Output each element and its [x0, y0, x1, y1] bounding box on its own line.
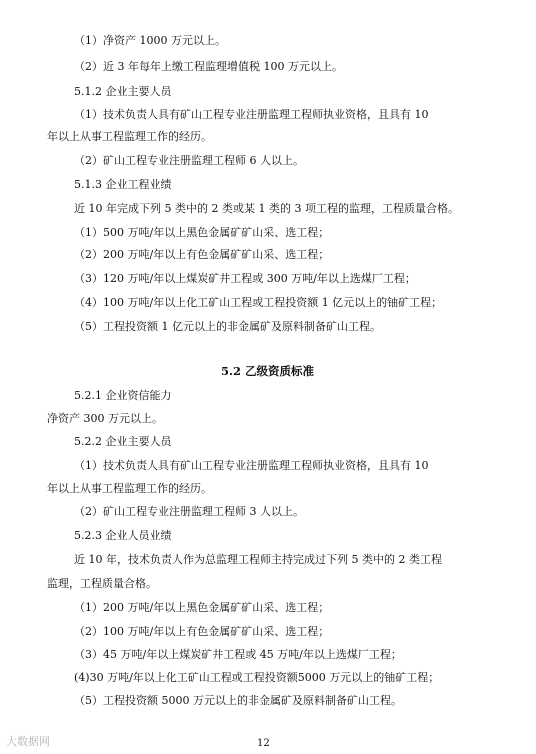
performance-intro: 近 10 年完成下列 5 类中的 2 类或某 1 类的 3 项工程的监理，工程质量合格。 — [74, 202, 459, 215]
b-personnel-1-line-1: （1）技术负责人具有矿山工程专业注册监理工程师执业资格，且具有 10 — [74, 459, 429, 472]
performance-item-4: （4）100 万吨/年以上化工矿山工程或工程投资额 1 亿元以上的铀矿工程； — [74, 296, 443, 309]
b-personnel-2: （2）矿山工程专业注册监理工程师 3 人以上。 — [74, 505, 304, 518]
personnel-2: （2）矿山工程专业注册监理工程师 6 人以上。 — [74, 154, 304, 167]
b-performance-item-5: （5）工程投资额 5000 万元以上的非金属矿及原料制备矿山工程。 — [74, 694, 402, 707]
b-performance-item-4: (4)30 万吨/年以上化工矿山工程或工程投资额5000 万元以上的铀矿工程； — [74, 671, 440, 684]
performance-item-2: （2）200 万吨/年以上有色金属矿矿山采、选工程； — [74, 248, 330, 261]
watermark: 大数据网 — [6, 735, 50, 748]
performance-item-5: （5）工程投资额 1 亿元以上的非金属矿及原料制备矿山工程。 — [74, 320, 381, 333]
b-performance-item-2: （2）100 万吨/年以上有色金属矿矿山采、选工程； — [74, 625, 330, 638]
performance-item-3: （3）120 万吨/年以上煤炭矿井工程或 300 万吨/年以上选煤厂工程； — [74, 272, 416, 285]
net-assets-300: 净资产 300 万元以上。 — [47, 412, 163, 425]
personnel-1-line-2: 年以上从事工程监理工作的经历。 — [47, 130, 212, 143]
section-5-1-2-heading: 5.1.2 企业主要人员 — [74, 85, 172, 98]
b-personnel-1-line-2: 年以上从事工程监理工作的经历。 — [47, 482, 212, 495]
section-5-2-3-heading: 5.2.3 企业人员业绩 — [74, 529, 172, 542]
section-5-2-1-heading: 5.2.1 企业资信能力 — [74, 389, 172, 402]
personnel-1-line-1: （1）技术负责人具有矿山工程专业注册监理工程师执业资格，且具有 10 — [74, 108, 429, 121]
requirement-net-assets-1000: （1）净资产 1000 万元以上。 — [74, 34, 226, 47]
b-performance-intro-line-2: 监理，工程质量合格。 — [47, 577, 157, 590]
section-5-2-2-heading: 5.2.2 企业主要人员 — [74, 435, 172, 448]
b-performance-intro-line-1: 近 10 年，技术负责人作为总监理工程师主持完成过下列 5 类中的 2 类工程 — [74, 553, 442, 566]
page-number: 12 — [257, 738, 270, 749]
b-performance-item-3: （3）45 万吨/年以上煤炭矿井工程或 45 万吨/年以上选煤厂工程； — [74, 648, 402, 661]
section-5-2-title: 5.2 乙级资质标准 — [221, 364, 315, 378]
requirement-vat-100: （2）近 3 年每年上缴工程监理增值税 100 万元以上。 — [74, 60, 343, 73]
section-5-1-3-heading: 5.1.3 企业工程业绩 — [74, 178, 172, 191]
b-performance-item-1: （1）200 万吨/年以上黑色金属矿矿山采、选工程； — [74, 601, 330, 614]
performance-item-1: （1）500 万吨/年以上黑色金属矿矿山采、选工程； — [74, 226, 330, 239]
